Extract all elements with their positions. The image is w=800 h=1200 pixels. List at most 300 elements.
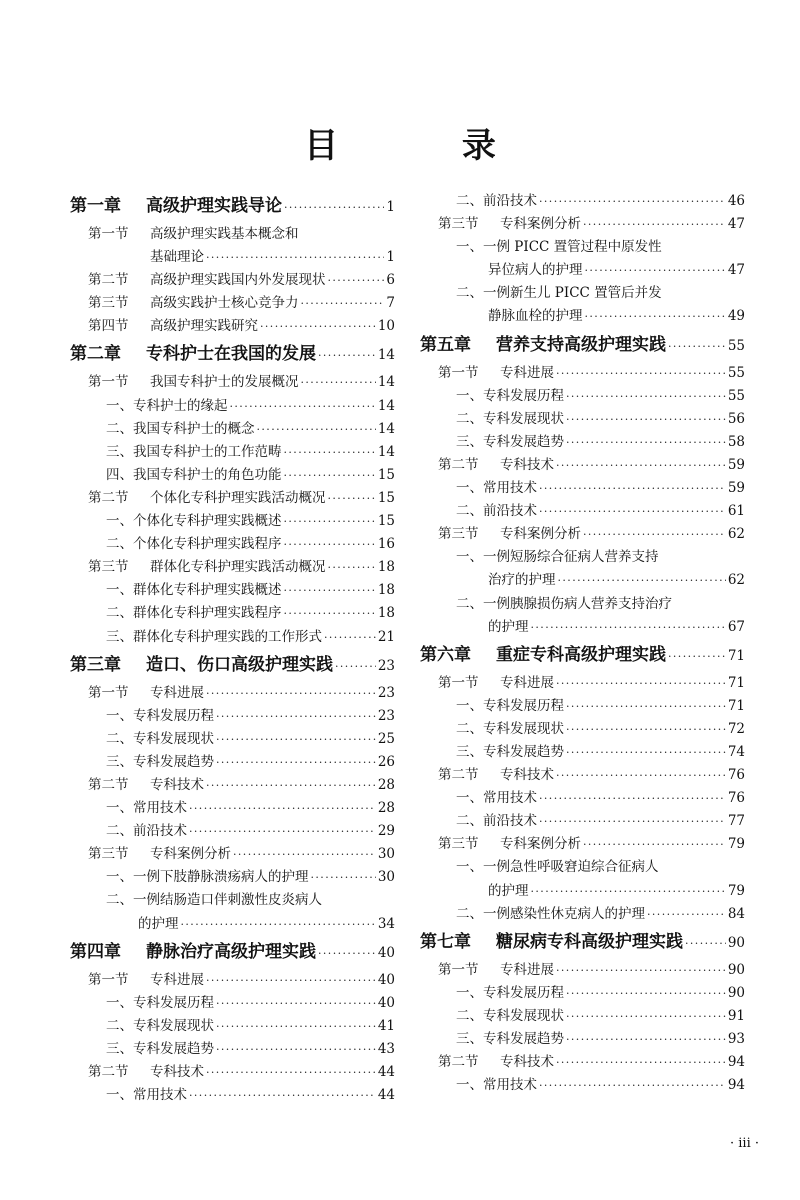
toc-item-cont	[420, 616, 745, 639]
toc-item	[420, 856, 745, 879]
toc-entry-title: 专科技术	[500, 456, 554, 473]
toc-entry-title: 一、一例 PICC 置管过程中原发性	[456, 239, 662, 256]
toc-item	[70, 1038, 395, 1061]
toc-chapter	[420, 329, 745, 362]
toc-page-number: 59	[727, 456, 745, 473]
toc-page-number: 76	[727, 790, 745, 807]
toc-entry-title: 二、专科发展现状	[106, 730, 214, 747]
toc-item	[70, 705, 395, 728]
toc-entry-title: 二、专科发展现状	[456, 410, 564, 427]
toc-entry-number: 第一节	[88, 684, 129, 701]
toc-entry-title: 三、专科发展趋势	[456, 1031, 564, 1047]
toc-page-number: 23	[377, 657, 395, 674]
toc-dot-leader	[539, 190, 726, 213]
toc-section	[70, 315, 395, 338]
toc-item	[420, 593, 745, 616]
toc-item	[70, 602, 395, 625]
toc-dot-leader	[566, 1028, 726, 1051]
toc-page-number: 10	[377, 318, 395, 335]
toc-page-number: 30	[377, 846, 395, 863]
toc-page-number: 62	[727, 572, 745, 589]
toc-dot-leader	[566, 741, 726, 764]
toc-entry-title: 一、常用技术	[456, 790, 537, 807]
toc-entry-title: 静脉治疗高级护理实践	[146, 941, 316, 962]
toc-page-number: 74	[727, 743, 745, 760]
toc-chapter	[70, 936, 395, 969]
toc-entry-title: 三、我国专科护士的工作范畴	[106, 443, 282, 460]
toc-dot-leader	[206, 774, 376, 797]
toc-section	[70, 843, 395, 866]
toc-page-number: 47	[727, 262, 745, 279]
toc-page-number: 44	[377, 1064, 395, 1080]
toc-dot-leader	[181, 913, 376, 936]
toc-item-cont	[420, 259, 745, 282]
toc-page-number: 56	[727, 410, 745, 427]
toc-page-number: 14	[377, 397, 395, 414]
toc-item	[70, 866, 395, 889]
toc-entry-number: 第三节	[88, 559, 129, 576]
page-title: 目 录	[304, 126, 552, 166]
toc-item	[420, 236, 745, 259]
toc-section	[420, 672, 745, 695]
toc-page-number: 47	[727, 216, 745, 233]
toc-page-number: 79	[727, 882, 745, 899]
toc-dot-leader	[566, 1005, 726, 1028]
toc-entry-title: 一、专科发展历程	[456, 697, 564, 714]
toc-dot-leader	[284, 441, 376, 464]
toc-item	[420, 1028, 745, 1051]
toc-entry-title: 高级护理实践研究	[150, 318, 258, 335]
toc-entry-number: 第六章	[420, 644, 471, 665]
toc-item	[70, 418, 395, 441]
toc-page-number: 91	[727, 1007, 745, 1024]
toc-entry-number: 第二节	[438, 456, 479, 473]
toc-dot-leader	[311, 866, 376, 889]
toc-page-number: 26	[377, 753, 395, 770]
toc-dot-leader	[206, 1061, 376, 1084]
toc-entry-title: 专科技术	[500, 767, 554, 784]
toc-entry-title: 基础理论	[150, 249, 204, 266]
toc-entry-title: 四、我国专科护士的角色功能	[106, 466, 282, 483]
toc-dot-leader	[556, 454, 726, 477]
toc-page-number: 18	[377, 605, 395, 622]
toc-page-number: 7	[386, 295, 395, 312]
toc-entry-title: 二、前沿技术	[456, 813, 537, 830]
page-number: · iii ·	[730, 1136, 760, 1151]
toc-page-number: 90	[727, 934, 745, 951]
toc-entry-title: 一、一例短肠综合征病人营养支持	[456, 549, 659, 566]
toc-entry-number: 第二节	[88, 1064, 129, 1080]
toc-chapter	[70, 338, 395, 371]
toc-dot-leader	[206, 246, 384, 269]
toc-entry-title: 二、前沿技术	[456, 193, 537, 209]
toc-entry-title: 重症专科高级护理实践	[496, 644, 666, 665]
toc-entry-title: 治疗的护理	[488, 572, 556, 589]
toc-entry-number: 第三节	[88, 846, 129, 863]
toc-page-number: 61	[727, 503, 745, 520]
toc-dot-leader	[284, 464, 376, 487]
toc-item	[70, 395, 395, 418]
toc-page-number: 79	[727, 836, 745, 853]
toc-dot-leader	[566, 695, 726, 718]
toc-dot-leader	[216, 728, 376, 751]
toc-page-number: 44	[377, 1087, 395, 1104]
toc-dot-leader	[583, 833, 726, 856]
toc-dot-leader	[216, 992, 376, 1015]
toc-entry-title: 专科进展	[500, 674, 554, 691]
toc-dot-leader	[556, 672, 726, 695]
toc-entry-title: 三、专科发展趋势	[456, 433, 564, 450]
toc-entry-title: 二、一例感染性休克病人的护理	[456, 905, 645, 922]
toc-entry-title: 一、专科发展历程	[106, 707, 214, 724]
toc-item	[70, 992, 395, 1015]
toc-entry-title: 的护理	[488, 882, 529, 899]
toc-entry-title: 专科护士在我国的发展	[146, 344, 316, 365]
toc-dot-leader	[216, 1038, 376, 1061]
toc-section	[70, 292, 395, 315]
toc-dot-leader	[668, 330, 726, 363]
toc-page-number: 77	[727, 813, 745, 830]
toc-entry-title: 三、群体化专科护理实践的工作形式	[106, 628, 322, 645]
toc-page-number: 29	[377, 823, 395, 840]
toc-dot-leader	[324, 626, 376, 649]
toc-entry-title: 一、常用技术	[106, 1087, 187, 1104]
toc-page-number: 76	[727, 767, 745, 784]
toc-page-number: 6	[386, 272, 395, 289]
toc-chapter	[70, 649, 395, 682]
toc-dot-leader	[556, 959, 726, 982]
toc-entry-title: 一、专科发展历程	[456, 387, 564, 404]
toc-entry-number: 第一节	[438, 961, 479, 978]
toc-entry-number: 第二节	[88, 489, 129, 506]
toc-dot-leader	[216, 751, 376, 774]
toc-dot-leader	[328, 269, 385, 292]
toc-entry-title: 二、一例结肠造口伴刺激性皮炎病人	[106, 892, 322, 909]
toc-dot-leader	[585, 259, 726, 282]
toc-entry-number: 第二章	[70, 344, 121, 365]
toc-entry-title: 静脉血栓的护理	[488, 308, 583, 325]
toc-page-number: 23	[377, 707, 395, 724]
toc-dot-leader	[284, 191, 384, 224]
toc-dot-leader	[284, 579, 376, 602]
toc-entry-number: 第三章	[70, 654, 121, 675]
toc-entry-title: 二、我国专科护士的概念	[106, 420, 255, 437]
toc-page-number: 43	[377, 1040, 395, 1057]
toc-section	[70, 682, 395, 705]
toc-entry-number: 第二节	[438, 1054, 479, 1071]
toc-dot-leader	[284, 602, 376, 625]
toc-item	[70, 626, 395, 649]
toc-page-number: 1	[386, 199, 395, 215]
toc-dot-leader	[566, 718, 726, 741]
toc-dot-leader	[216, 705, 376, 728]
toc-entry-title: 三、专科发展趋势	[106, 753, 214, 770]
toc-dot-leader	[189, 1084, 376, 1107]
toc-item	[70, 441, 395, 464]
toc-page-number: 25	[377, 730, 395, 747]
toc-item	[420, 1074, 745, 1097]
toc-dot-leader	[328, 487, 376, 510]
toc-entry-title: 专科案例分析	[150, 846, 231, 863]
toc-entry-number: 第三节	[438, 216, 479, 233]
toc-dot-leader	[585, 305, 726, 328]
toc-section	[70, 371, 395, 394]
toc-entry-title: 一、群体化专科护理实践概述	[106, 582, 282, 599]
toc-page-number: 40	[377, 971, 395, 988]
toc-dot-leader	[556, 764, 726, 787]
toc-entry-number: 第二节	[88, 776, 129, 793]
toc-dot-leader	[556, 362, 726, 385]
toc-entry-number: 第三节	[88, 295, 129, 312]
toc-page-number: 71	[727, 647, 745, 664]
toc-dot-leader	[539, 500, 726, 523]
toc-entry-title: 一、专科发展历程	[456, 984, 564, 1001]
toc-section	[70, 223, 395, 246]
toc-page-number: 30	[377, 869, 395, 886]
toc-dot-leader	[531, 616, 726, 639]
toc-entry-title: 二、群体化专科护理实践程序	[106, 605, 282, 622]
toc-item	[420, 431, 745, 454]
toc-entry-title: 专科进展	[150, 684, 204, 701]
toc-entry-title: 群体化专科护理实践活动概况	[150, 559, 326, 576]
toc-dot-leader	[531, 880, 726, 903]
toc-entry-title: 专科案例分析	[500, 216, 581, 233]
toc-page-number: 59	[727, 480, 745, 497]
toc-entry-number: 第四章	[70, 941, 121, 962]
toc-entry-title: 专科案例分析	[500, 526, 581, 543]
toc-entry-number: 第一节	[88, 971, 129, 988]
toc-page-number: 1	[386, 249, 395, 266]
toc-entry-title: 高级实践护士核心竞争力	[150, 295, 299, 312]
toc-dot-leader	[206, 682, 376, 705]
toc-page-number: 58	[727, 433, 745, 450]
toc-page-number: 94	[727, 1054, 745, 1071]
toc-item	[420, 190, 745, 213]
toc-section	[70, 969, 395, 992]
toc-entry-title: 我国专科护士的发展概况	[150, 374, 299, 391]
toc-item	[70, 510, 395, 533]
toc-item	[420, 903, 745, 926]
toc-dot-leader	[301, 371, 376, 394]
toc-page-number: 67	[727, 618, 745, 635]
toc-section	[420, 454, 745, 477]
toc-entry-title: 专科技术	[150, 776, 204, 793]
toc-entry-number: 第七章	[420, 931, 471, 952]
toc-item	[70, 464, 395, 487]
toc-item-cont	[420, 305, 745, 328]
toc-page-number: 94	[727, 1077, 745, 1094]
toc-section	[70, 556, 395, 579]
toc-entry-title: 一、常用技术	[106, 800, 187, 817]
toc-entry-title: 一、一例急性呼吸窘迫综合征病人	[456, 859, 659, 876]
toc-entry-title: 二、专科发展现状	[106, 1017, 214, 1034]
toc-item	[70, 533, 395, 556]
toc-item	[420, 982, 745, 1005]
toc-dot-leader	[685, 927, 726, 960]
toc-cont	[70, 246, 395, 269]
toc-dot-leader	[284, 533, 376, 556]
toc-page-number: 34	[377, 915, 395, 932]
toc-dot-leader	[335, 650, 376, 683]
toc-page-number: 16	[377, 536, 395, 553]
toc-dot-leader	[583, 213, 726, 236]
toc-entry-title: 二、专科发展现状	[456, 1007, 564, 1024]
toc-page-number: 49	[727, 308, 745, 325]
toc-entry-title: 的护理	[138, 915, 179, 932]
toc-entry-number: 第一节	[438, 364, 479, 381]
toc-page-number: 55	[727, 337, 745, 354]
toc-dot-leader	[233, 843, 376, 866]
toc-item	[70, 751, 395, 774]
toc-entry-title: 高级护理实践基本概念和	[150, 226, 299, 242]
toc-entry-number: 第一节	[88, 226, 129, 242]
toc-entry-number: 第二节	[88, 272, 129, 289]
toc-dot-leader	[566, 431, 726, 454]
toc-entry-title: 一、一例下肢静脉溃疡病人的护理	[106, 869, 309, 886]
toc-item	[70, 728, 395, 751]
toc-section	[70, 487, 395, 510]
toc-item	[420, 282, 745, 305]
toc-item	[420, 477, 745, 500]
toc-item	[70, 1084, 395, 1107]
toc-section	[420, 833, 745, 856]
toc-section	[420, 213, 745, 236]
toc-item	[70, 579, 395, 602]
toc-page-number: 71	[727, 697, 745, 714]
toc-page-number: 90	[727, 961, 745, 978]
toc-entry-title: 的护理	[488, 618, 529, 635]
toc-item	[420, 408, 745, 431]
toc-entry-number: 第五章	[420, 334, 471, 355]
toc-dot-leader	[230, 395, 376, 418]
toc-page-number: 90	[727, 984, 745, 1001]
toc-item	[420, 385, 745, 408]
toc-entry-title: 专科案例分析	[500, 836, 581, 853]
toc-item	[420, 500, 745, 523]
toc-entry-title: 专科进展	[500, 364, 554, 381]
toc-page-number: 18	[377, 559, 395, 576]
toc-item	[70, 889, 395, 912]
toc-entry-number: 第三节	[438, 526, 479, 543]
toc-dot-leader	[647, 903, 726, 926]
toc-page-number: 41	[377, 1017, 395, 1034]
toc-section	[420, 523, 745, 546]
toc-dot-leader	[257, 418, 376, 441]
toc-entry-title: 三、专科发展趋势	[106, 1040, 214, 1057]
toc-entry-title: 三、专科发展趋势	[456, 743, 564, 760]
toc-dot-leader	[566, 408, 726, 431]
toc-dot-leader	[189, 820, 376, 843]
toc-item	[70, 1015, 395, 1038]
toc-item	[70, 820, 395, 843]
toc-section	[70, 269, 395, 292]
toc-entry-number: 第三节	[438, 836, 479, 853]
toc-dot-leader	[318, 937, 376, 970]
toc-entry-title: 营养支持高级护理实践	[496, 334, 666, 355]
toc-dot-leader	[189, 797, 376, 820]
toc-entry-number: 第四节	[88, 318, 129, 335]
toc-item	[420, 787, 745, 810]
toc-entry-number: 第一节	[438, 674, 479, 691]
toc-entry-title: 二、专科发展现状	[456, 720, 564, 737]
toc-item-cont	[70, 913, 395, 936]
toc-section	[70, 1061, 395, 1084]
toc-page-number: 84	[727, 905, 745, 922]
toc-dot-leader	[539, 1074, 726, 1097]
toc-page-number: 15	[377, 513, 395, 530]
toc-page-number: 72	[727, 720, 745, 737]
toc-dot-leader	[558, 569, 726, 592]
toc-entry-title: 高级护理实践导论	[146, 196, 282, 216]
toc-chapter	[420, 639, 745, 672]
toc-section	[420, 764, 745, 787]
toc-item	[420, 695, 745, 718]
toc-entry-title: 二、一例新生儿 PICC 置管后并发	[456, 285, 662, 302]
toc-page-number: 14	[377, 347, 395, 364]
toc-left-column	[70, 190, 395, 1107]
toc-page-number: 55	[727, 387, 745, 404]
toc-item	[420, 546, 745, 569]
toc-dot-leader	[301, 292, 385, 315]
toc-page-number: 15	[377, 489, 395, 506]
toc-page-number: 46	[727, 193, 745, 209]
toc-item	[420, 1005, 745, 1028]
toc-entry-title: 造口、伤口高级护理实践	[146, 654, 333, 675]
toc-page-number: 14	[377, 374, 395, 391]
toc-section	[420, 959, 745, 982]
toc-dot-leader	[260, 315, 376, 338]
toc-entry-title: 糖尿病专科高级护理实践	[496, 931, 683, 952]
toc-entry-number: 第一章	[70, 196, 121, 216]
toc-page-number: 40	[377, 994, 395, 1011]
toc-dot-leader	[206, 969, 376, 992]
toc-entry-title: 专科技术	[150, 1064, 204, 1080]
toc-entry-title: 高级护理实践国内外发展现状	[150, 272, 326, 289]
toc-page-number: 15	[377, 466, 395, 483]
toc-right-column	[420, 190, 745, 1097]
toc-dot-leader	[566, 385, 726, 408]
toc-dot-leader	[539, 477, 726, 500]
toc-item	[420, 741, 745, 764]
toc-page-number: 28	[377, 776, 395, 793]
toc-entry-title: 二、前沿技术	[106, 823, 187, 840]
toc-dot-leader	[284, 510, 376, 533]
toc-item	[420, 810, 745, 833]
toc-item	[420, 718, 745, 741]
toc-section	[420, 1051, 745, 1074]
toc-entry-title: 一、常用技术	[456, 480, 537, 497]
toc-dot-leader	[216, 1015, 376, 1038]
toc-dot-leader	[583, 523, 726, 546]
toc-page-number: 55	[727, 364, 745, 381]
toc-entry-title: 一、常用技术	[456, 1077, 537, 1094]
toc-entry-title: 专科技术	[500, 1054, 554, 1071]
toc-entry-title: 异位病人的护理	[488, 262, 583, 279]
toc-entry-title: 专科进展	[150, 971, 204, 988]
toc-page-number: 93	[727, 1031, 745, 1047]
toc-page-number: 40	[377, 944, 395, 961]
toc-item-cont	[420, 880, 745, 903]
toc-item	[70, 797, 395, 820]
toc-page-number: 14	[377, 420, 395, 437]
toc-dot-leader	[539, 810, 726, 833]
toc-section	[420, 362, 745, 385]
toc-chapter	[70, 190, 395, 223]
toc-page-number: 14	[377, 443, 395, 460]
toc-dot-leader	[668, 640, 726, 673]
toc-dot-leader	[556, 1051, 726, 1074]
toc-entry-title: 一、个体化专科护理实践概述	[106, 513, 282, 530]
